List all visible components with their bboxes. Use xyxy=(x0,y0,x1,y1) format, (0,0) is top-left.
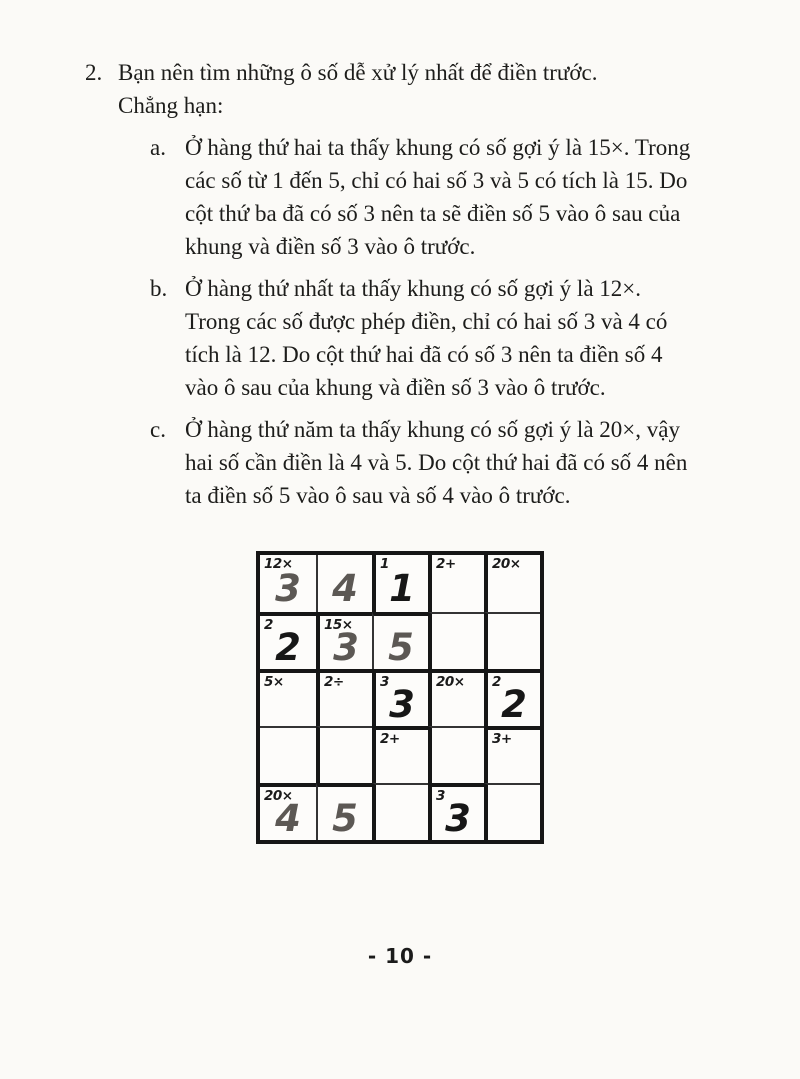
sub-item-body xyxy=(185,413,687,512)
cage-label: 20× xyxy=(492,556,521,572)
puzzle-cell-r5c2 xyxy=(316,783,372,840)
sub-item-body xyxy=(185,272,667,404)
text-line: các số từ 1 đến 5, chỉ có hai số 3 và 5 có tích là 15. Do xyxy=(185,168,688,193)
cell-value: 5 xyxy=(388,626,414,669)
sub-item-marker: c. xyxy=(150,417,166,442)
puzzle-cell-r2c2 xyxy=(316,612,372,669)
text-line: Ở hàng thứ nhất ta thấy khung có số gợi ý là 12×. xyxy=(185,276,642,301)
sub-item-body xyxy=(185,131,690,263)
cage-label: 5× xyxy=(264,674,284,690)
text-line: khung và điền số 3 vào ô trước. xyxy=(185,234,476,259)
cell-value: 3 xyxy=(389,683,415,726)
cage-label: 3 xyxy=(436,788,445,804)
puzzle-cell-r4c1 xyxy=(260,726,316,783)
cage-label: 20× xyxy=(264,788,293,804)
puzzle-cell-r2c5 xyxy=(484,612,540,669)
puzzle-cell-r3c4 xyxy=(428,669,484,726)
cell-value: 4 xyxy=(332,567,358,610)
page-content xyxy=(85,56,745,512)
puzzle-cell-r4c5 xyxy=(484,726,540,783)
puzzle-cell-r5c3 xyxy=(372,783,428,840)
text-line: cột thứ ba đã có số 3 nên ta sẽ điền số 5 vào ô sau của xyxy=(185,201,681,226)
cage-label: 20× xyxy=(436,674,465,690)
puzzle-cell-r1c1 xyxy=(260,555,316,612)
puzzle-cell-r4c4 xyxy=(428,726,484,783)
cage-label: 1 xyxy=(380,556,389,572)
text-line: Bạn nên tìm những ô số dễ xử lý nhất để điền trước. xyxy=(118,60,598,85)
puzzle-cell-r3c2 xyxy=(316,669,372,726)
cell-value: 5 xyxy=(332,797,358,840)
puzzle-cell-r2c3 xyxy=(372,612,428,669)
cage-label: 2+ xyxy=(380,731,400,747)
text-line: hai số cần điền là 4 và 5. Do cột thứ hai đã có số 4 nên xyxy=(185,450,688,475)
text-line: Trong các số được phép điền, chỉ có hai số 3 và 4 có xyxy=(185,309,668,334)
cell-value: 4 xyxy=(275,797,301,840)
puzzle-cell-r2c4 xyxy=(428,612,484,669)
puzzle-cell-r1c3 xyxy=(372,555,428,612)
puzzle-cell-r2c1 xyxy=(260,612,316,669)
cell-value: 2 xyxy=(501,683,527,726)
cell-value: 3 xyxy=(333,626,359,669)
cell-value: 3 xyxy=(445,797,471,840)
puzzle-cell-r1c5 xyxy=(484,555,540,612)
puzzle-cell-r5c4 xyxy=(428,783,484,840)
text-line: ta điền số 5 vào ô sau và số 4 vào ô trước. xyxy=(185,483,571,508)
cage-label: 15× xyxy=(324,617,353,633)
puzzle-cell-r1c4 xyxy=(428,555,484,612)
puzzle-cell-r4c2 xyxy=(316,726,372,783)
cage-label: 2 xyxy=(264,617,273,633)
text-line: vào ô sau của khung và điền số 3 vào ô trước. xyxy=(185,375,606,400)
text-line: tích là 12. Do cột thứ hai đã có số 3 nên ta điền số 4 xyxy=(185,342,663,367)
puzzle-cell-r4c3 xyxy=(372,726,428,783)
text-line: Ở hàng thứ hai ta thấy khung có số gợi ý là 15×. Trong xyxy=(185,135,691,160)
numbered-item-2 xyxy=(85,56,745,122)
puzzle-cell-r3c3 xyxy=(372,669,428,726)
sub-item-b xyxy=(150,272,745,404)
cage-label: 12× xyxy=(264,556,293,572)
item-number: 2. xyxy=(85,60,103,85)
cell-value: 2 xyxy=(275,626,301,669)
item-body xyxy=(118,56,597,122)
puzzle-cell-r3c1 xyxy=(260,669,316,726)
text-line: Ở hàng thứ năm ta thấy khung có số gợi ý là 20×, vậy xyxy=(185,417,680,442)
text-line: Chẳng hạn: xyxy=(118,93,224,118)
puzzle-cell-r3c5 xyxy=(484,669,540,726)
cell-value: 1 xyxy=(389,567,415,610)
page-number: - 10 - xyxy=(367,944,433,968)
cage-label: 2 xyxy=(492,674,501,690)
sub-item-a xyxy=(150,131,745,263)
cell-value: 3 xyxy=(275,567,301,610)
puzzle-cell-r5c1 xyxy=(260,783,316,840)
cage-label: 3+ xyxy=(492,731,512,747)
puzzle-cell-r1c2 xyxy=(316,555,372,612)
kenken-grid xyxy=(256,551,544,844)
cage-label: 3 xyxy=(380,674,389,690)
cage-label: 2÷ xyxy=(324,674,344,690)
sub-item-c xyxy=(150,413,745,512)
cage-label: 2+ xyxy=(436,556,456,572)
sub-item-marker: b. xyxy=(150,276,168,301)
puzzle-cell-r5c5 xyxy=(484,783,540,840)
puzzle-grid-area xyxy=(0,551,800,844)
sub-item-marker: a. xyxy=(150,135,166,160)
